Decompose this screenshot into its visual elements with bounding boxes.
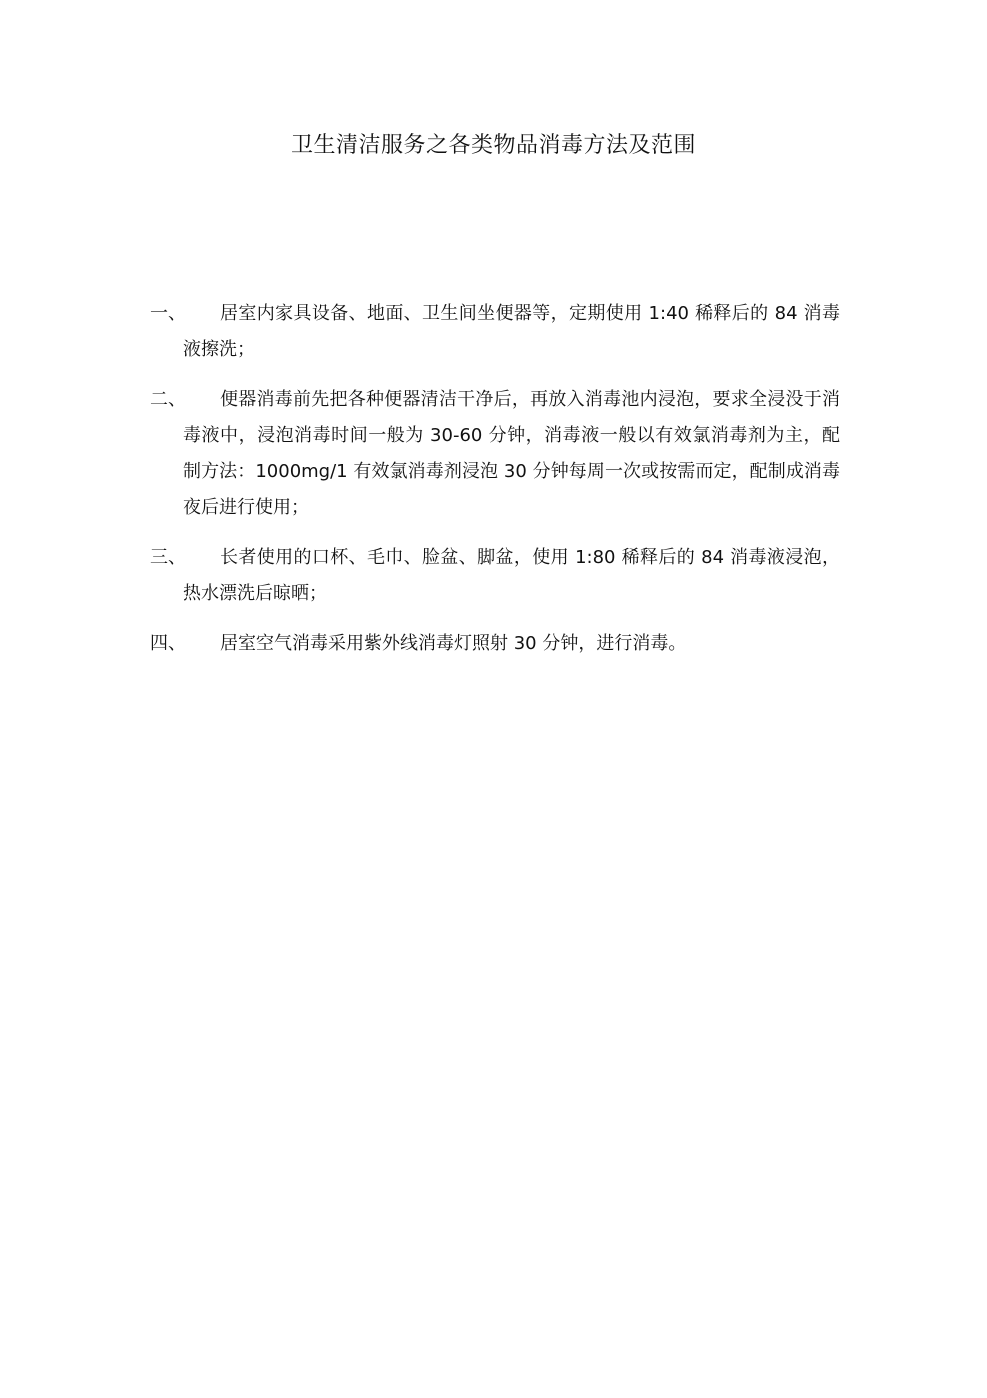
disinfection-method-list	[150, 296, 840, 676]
list-item	[150, 296, 840, 368]
list-item-text: 便器消毒前先把各种便器清洁干净后，再放入消毒池内浸泡，要求全浸没于消毒液中，浸泡消毒时间一般为 30-60 分钟，消毒液一般以有效氯消毒剂为主，配制方法：1000mg/1 有效氯消毒剂浸泡 30 分钟每周一次或按需而定，配制成消毒夜后进行使用；	[183, 389, 840, 518]
list-item	[150, 382, 840, 526]
list-item-marker: 二、	[150, 389, 186, 410]
list-item-marker: 四、	[150, 633, 186, 654]
list-item-marker: 三、	[150, 547, 186, 568]
list-item	[150, 540, 840, 612]
document-title: 卫生清洁服务之各类物品消毒方法及范围	[290, 133, 696, 158]
list-item-text: 居室内家具设备、地面、卫生间坐便器等，定期使用 1:40 稀释后的 84 消毒液擦洗；	[183, 303, 840, 360]
list-item	[150, 626, 840, 662]
list-item-text: 居室空气消毒采用紫外线消毒灯照射 30 分钟，进行消毒。	[220, 633, 687, 654]
list-item-text: 长者使用的口杯、毛巾、脸盆、脚盆，使用 1:80 稀释后的 84 消毒液浸泡，热水漂洗后晾晒；	[183, 547, 840, 604]
list-item-marker: 一、	[150, 303, 186, 324]
